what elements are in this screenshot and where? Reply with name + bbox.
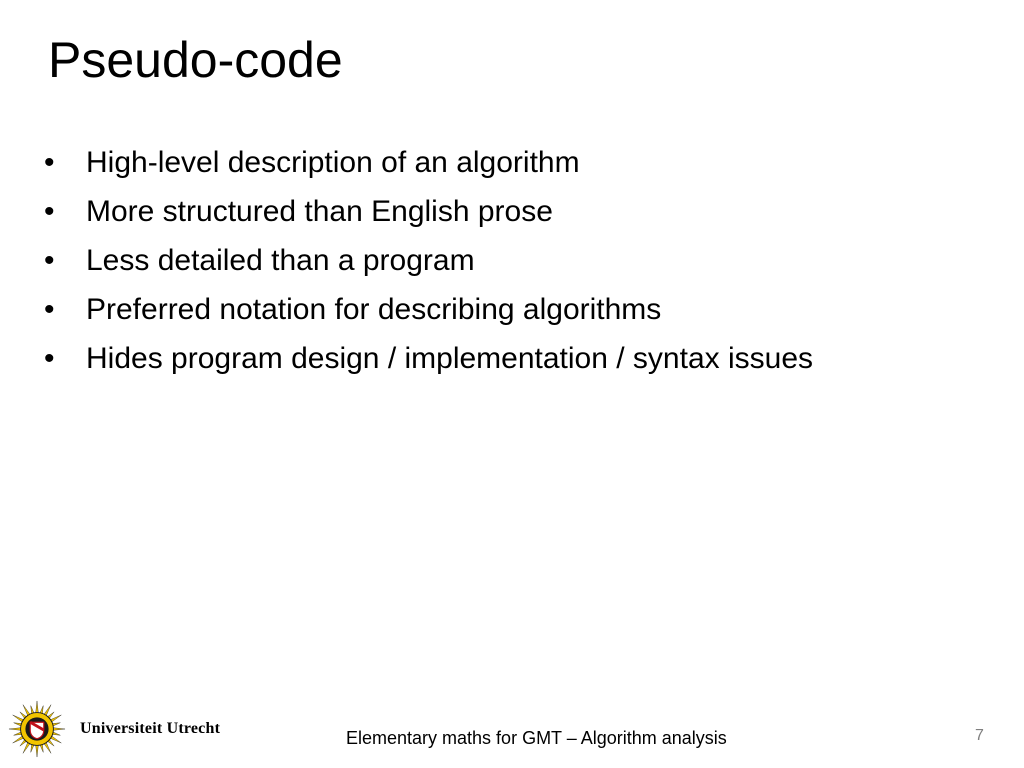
sun-seal-icon bbox=[8, 700, 66, 758]
bullet-text: More structured than English prose bbox=[86, 195, 553, 228]
bullet-marker: • bbox=[44, 293, 55, 326]
bullet-text: Less detailed than a program bbox=[86, 244, 475, 277]
university-logo bbox=[8, 700, 220, 758]
bullet-item bbox=[44, 334, 813, 383]
bullet-item bbox=[44, 187, 813, 236]
bullet-marker: • bbox=[44, 342, 55, 375]
bullet-list bbox=[44, 138, 813, 383]
bullet-item bbox=[44, 236, 813, 285]
bullet-item bbox=[44, 138, 813, 187]
bullet-text: High-level description of an algorithm bbox=[86, 146, 580, 179]
slide-title: Pseudo-code bbox=[48, 32, 343, 88]
page-number: 7 bbox=[975, 727, 984, 744]
bullet-text: Hides program design / implementation / syntax issues bbox=[86, 342, 814, 375]
footer-text: Elementary maths for GMT – Algorithm analysis bbox=[346, 728, 727, 748]
bullet-item bbox=[44, 285, 813, 334]
logo-text: Universiteit Utrecht bbox=[80, 720, 221, 737]
bullet-marker: • bbox=[44, 244, 55, 277]
bullet-marker: • bbox=[44, 146, 55, 179]
bullet-text: Preferred notation for describing algorithms bbox=[86, 293, 662, 326]
bullet-marker: • bbox=[44, 195, 55, 228]
